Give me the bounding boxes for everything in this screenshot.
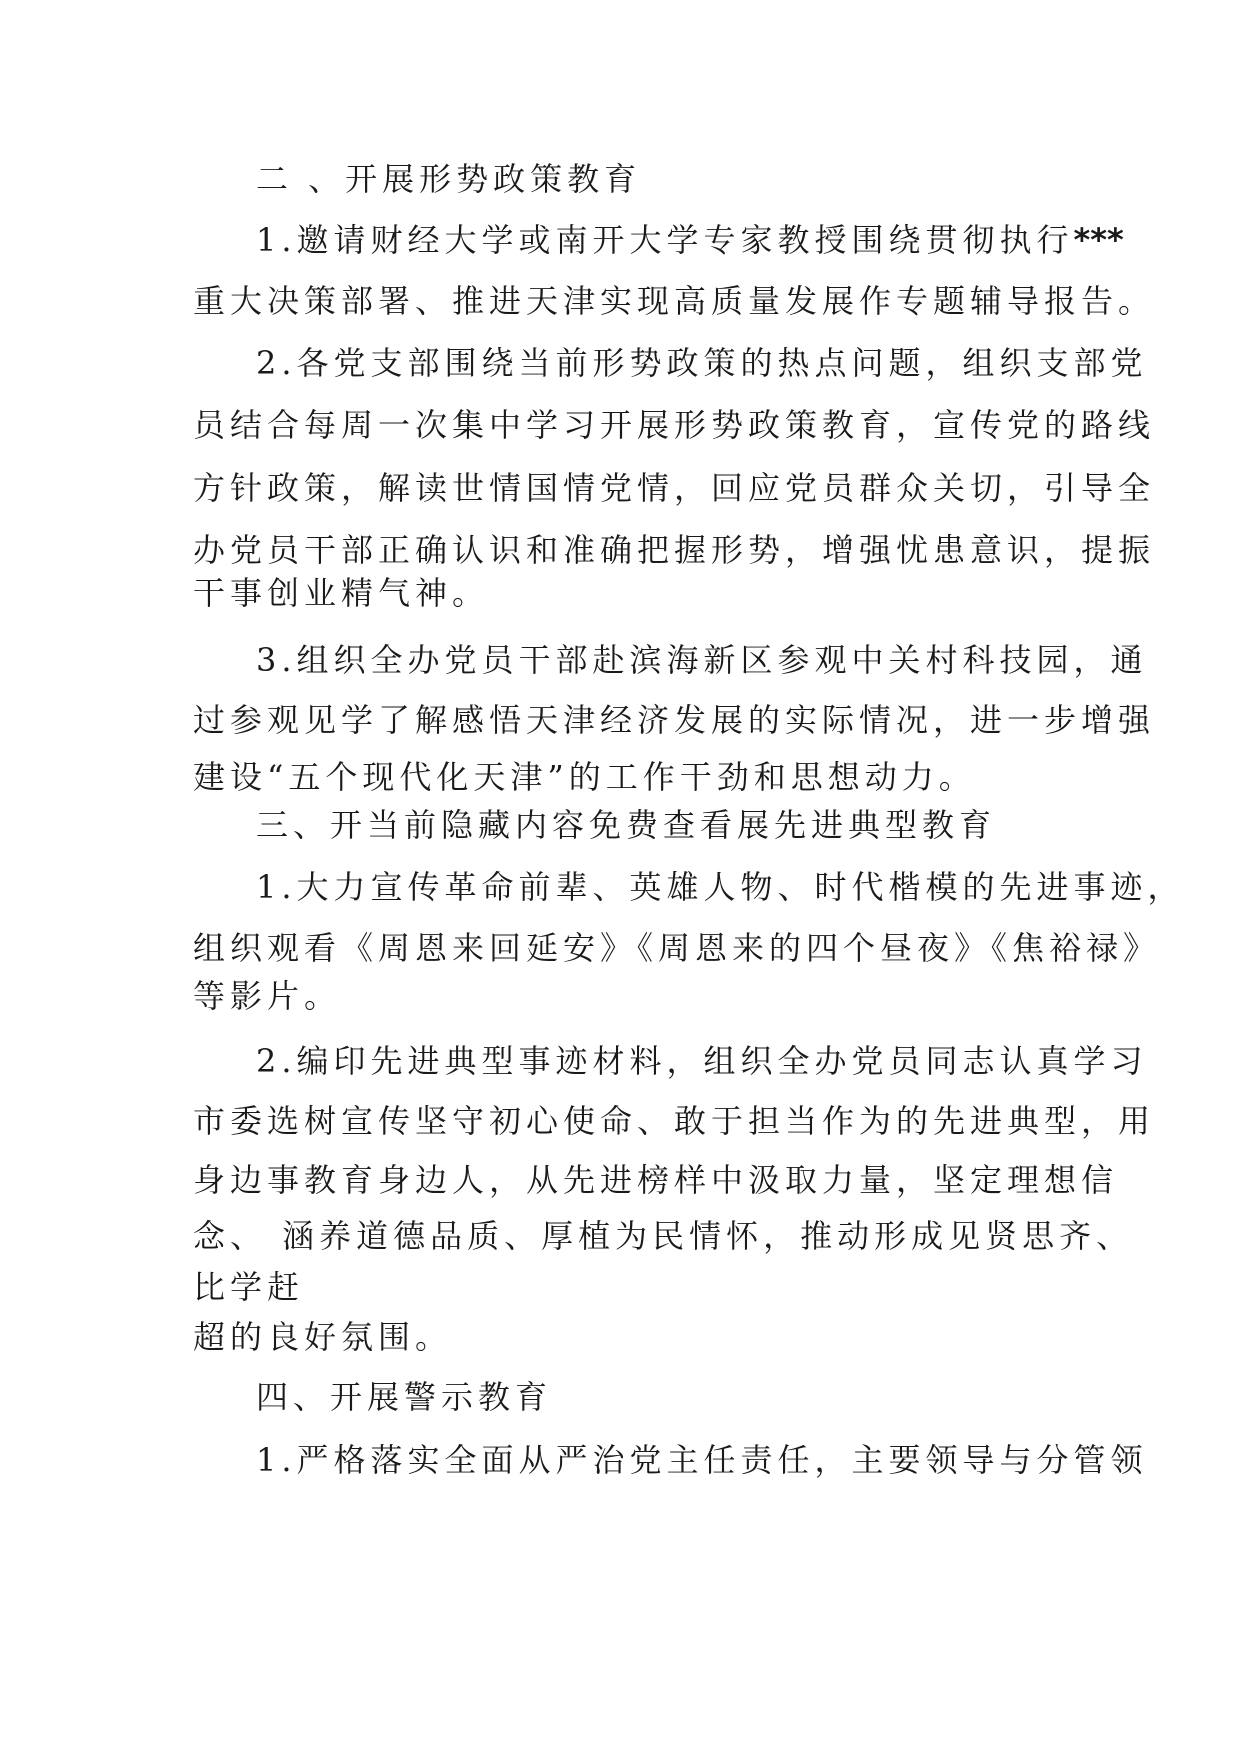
paragraph-line: 干事创业精气神。 — [193, 574, 490, 612]
paragraph-line: 1.大力宣传革命前辈、英雄人物、时代楷模的先进事迹， — [256, 868, 1185, 906]
paragraph-line: 过参观见学了解感悟天津经济发展的实际情况，进一步增强 — [193, 701, 1156, 739]
paragraph-line: 2.编印先进典型事迹材料，组织全办党员同志认真学习 — [256, 1042, 1148, 1080]
paragraph-line: 等影片。 — [193, 977, 342, 1015]
paragraph-line: 重大决策部署、推进天津实现高质量发展作专题辅导报告。 — [193, 282, 1156, 320]
paragraph-line: 市委选树宣传坚守初心使命、敢于担当作为的先进典型，用 — [193, 1102, 1156, 1140]
section-heading: 三、开当前隐藏内容免费查看展先进典型教育 — [256, 806, 997, 844]
redacted-marker: *** — [1073, 221, 1124, 259]
paragraph-line: 1.严格落实全面从严治党主任责任，主要领导与分管领 — [256, 1441, 1148, 1479]
paragraph-line: 建设“五个现代化天津”的工作干劲和思想动力。 — [193, 758, 976, 796]
paragraph-line: 方针政策，解读世情国情党情，回应党员群众关切，引导全 — [193, 469, 1156, 507]
paragraph-line: 组织观看《周恩来回延安》《周恩来的四个昼夜》《焦裕禄》 — [193, 929, 1161, 967]
paragraph-line: 超的良好氛围。 — [193, 1318, 453, 1356]
paragraph-line: 2.各党支部围绕当前形势政策的热点问题，组织支部党 — [256, 344, 1148, 382]
section-heading: 二 、开展形势政策教育 — [256, 160, 642, 198]
paragraph-line: 办党员干部正确认识和准确把握形势，增强忧患意识，提振 — [193, 531, 1156, 569]
section-heading: 四、开展警示教育 — [256, 1378, 553, 1416]
paragraph-text: 1.邀请财经大学或南开大学专家教授围绕贯彻执行 — [256, 221, 1074, 259]
paragraph-line: 身边事教育身边人，从先进榜样中汲取力量，坚定理想信 — [193, 1161, 1119, 1199]
paragraph-line: 3.组织全办党员干部赴滨海新区参观中关村科技园，通 — [256, 641, 1148, 679]
paragraph-line: 员结合每周一次集中学习开展形势政策教育，宣传党的路线 — [193, 406, 1156, 444]
paragraph-line: 比学赶 — [193, 1268, 305, 1306]
paragraph-line: 念、 涵养道德品质、厚植为民情怀，推动形成见贤思齐、 — [193, 1217, 1134, 1255]
paragraph-line — [256, 220, 1124, 260]
